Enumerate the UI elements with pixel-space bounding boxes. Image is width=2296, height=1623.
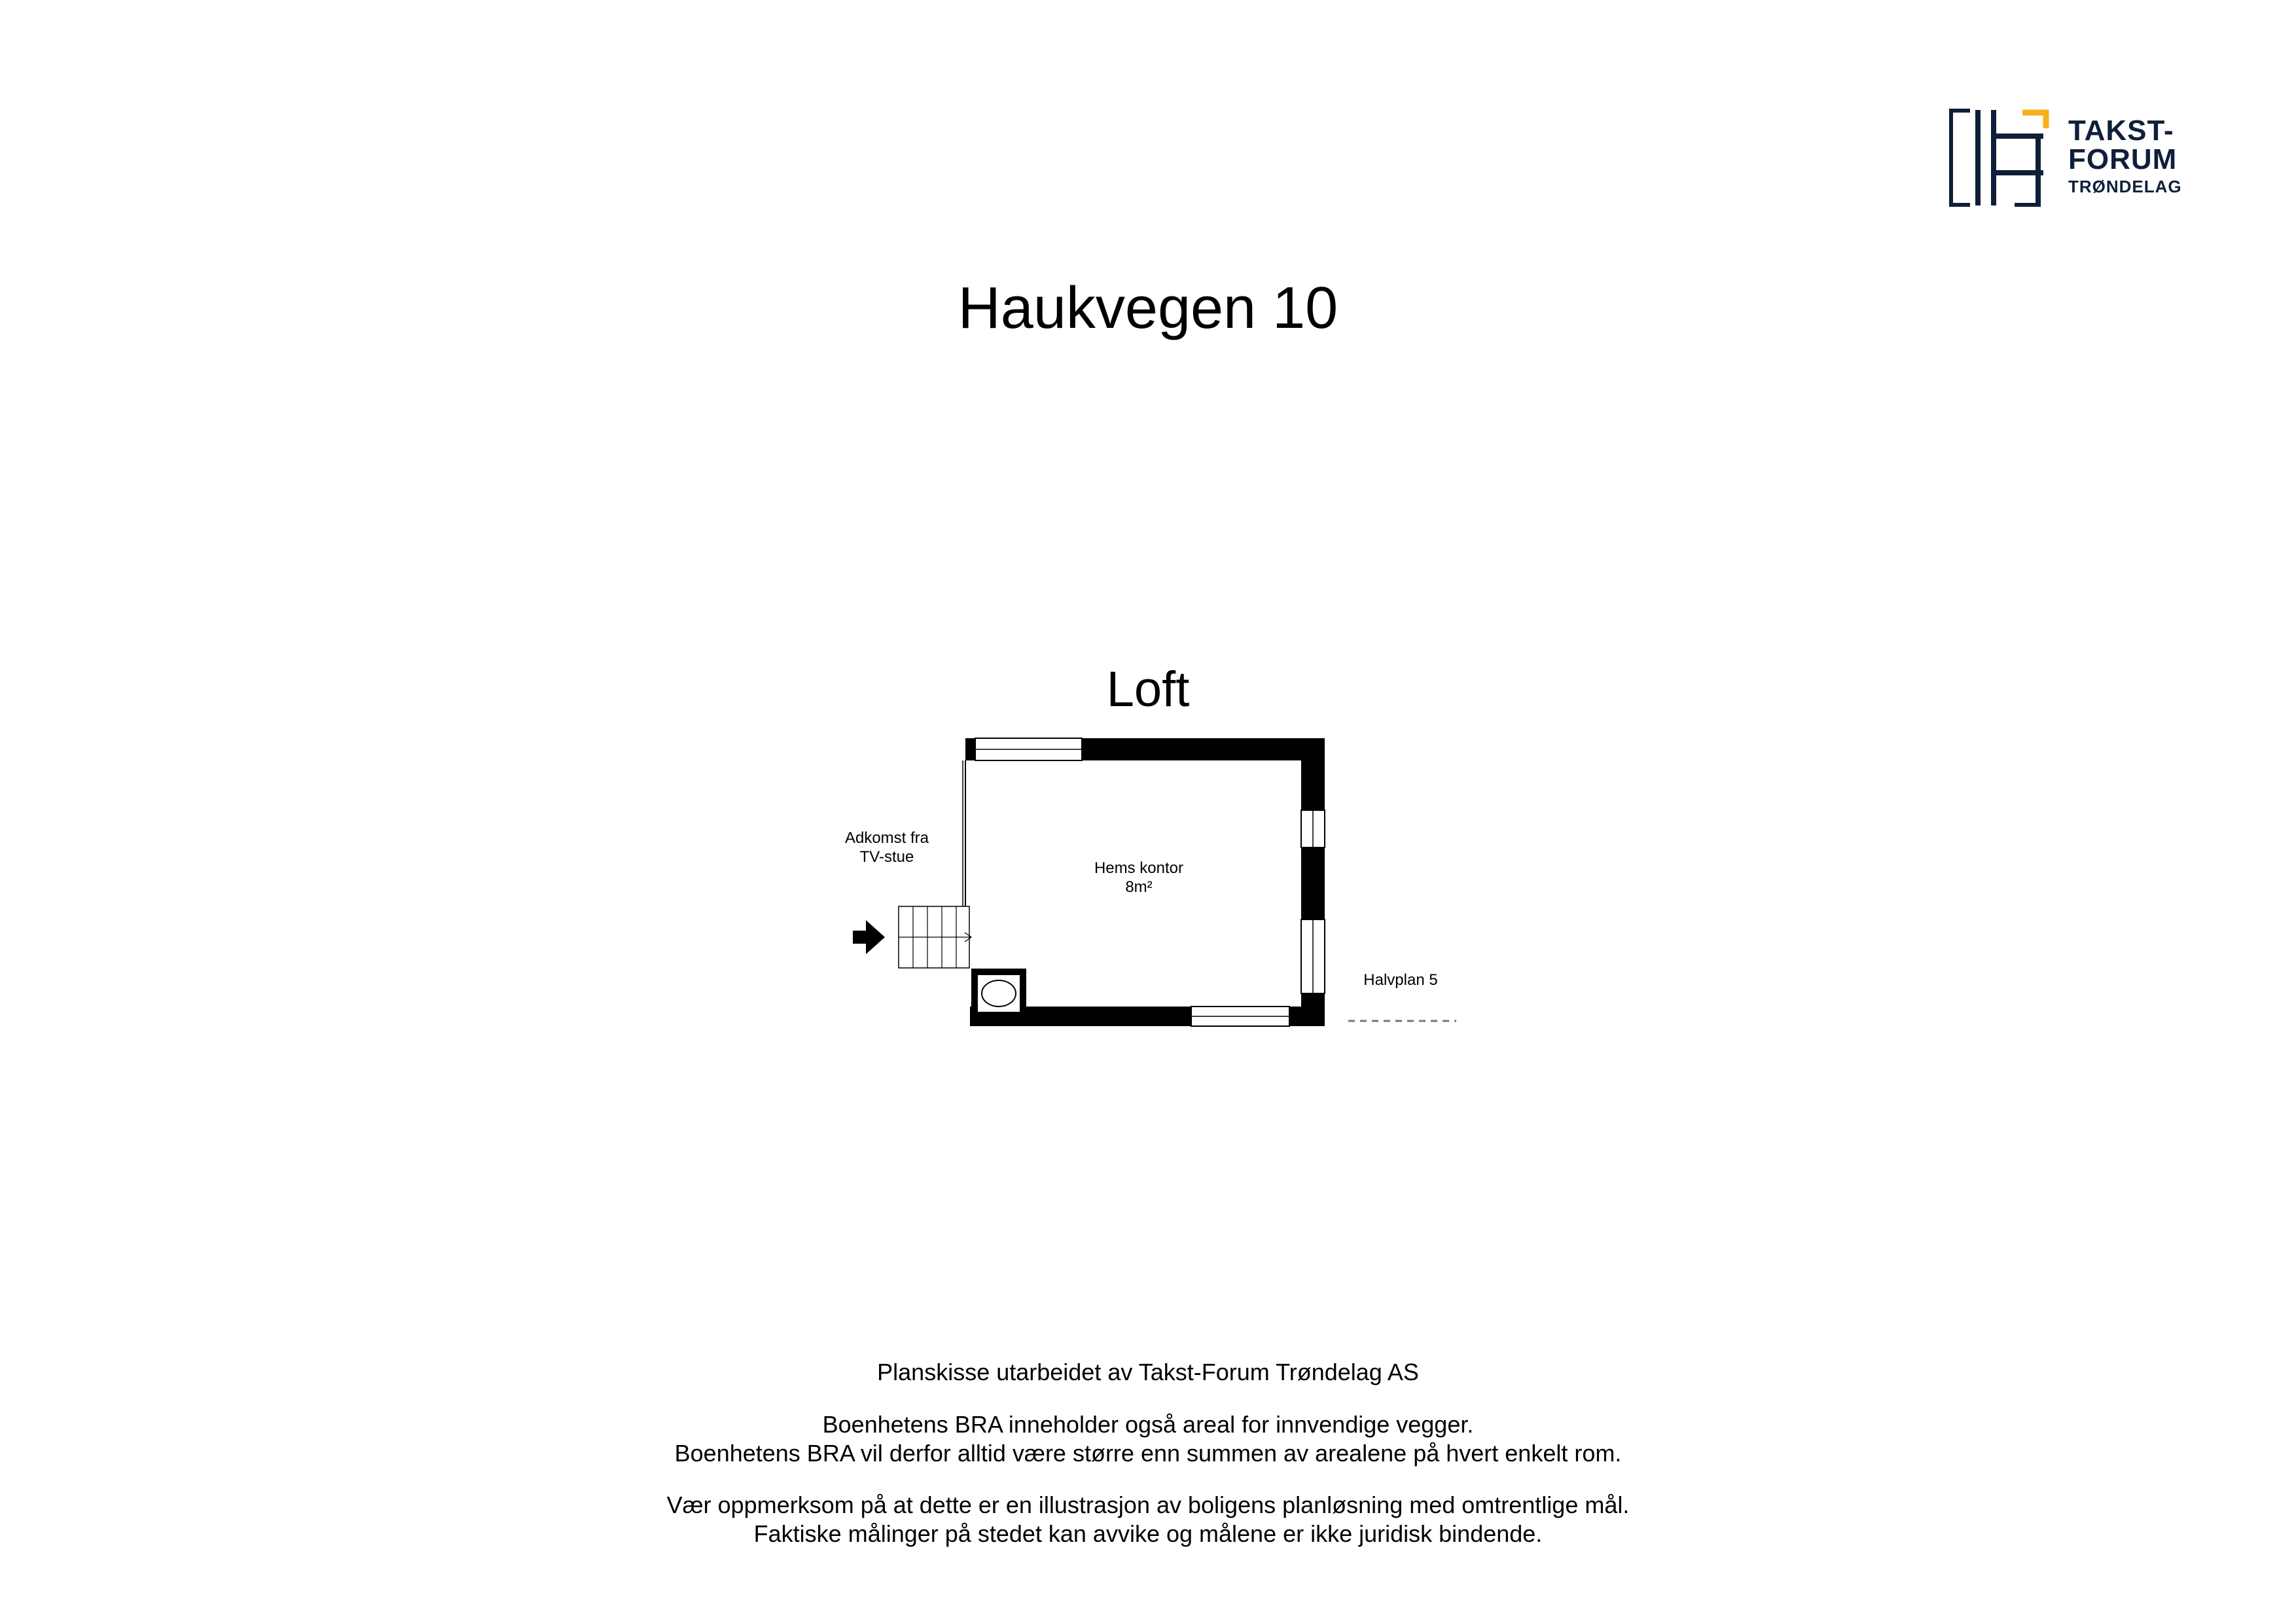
footer-bra-line2: Boenhetens BRA vil derfor alltid være større enn summen av arealene på hvert enkelt rom.	[674, 1440, 1622, 1467]
room-name: Hems kontor	[1094, 859, 1184, 877]
floor-title: Loft	[1106, 662, 1190, 717]
window-right-2	[1301, 919, 1325, 993]
entry-arrow-icon	[853, 920, 885, 954]
window-right-1	[1301, 810, 1325, 847]
stairs-icon	[899, 906, 971, 968]
access-label	[825, 829, 949, 867]
room-area: 8m²	[1125, 878, 1153, 896]
room-label-hems-kontor	[1034, 859, 1244, 897]
footer-note-line1: Vær oppmerksom på at dette er en illustrasjon av boligens planløsning med omtrentlige mål.	[666, 1491, 1630, 1518]
logo-line-trondelag: TRØNDELAG	[2068, 177, 2182, 196]
footer-credit: Planskisse utarbeidet av Takst-Forum Trøndelag AS	[877, 1359, 1419, 1385]
page-title: Haukvegen 10	[958, 276, 1338, 341]
logo-text	[2068, 116, 2199, 195]
railing	[963, 760, 965, 906]
chimney	[971, 969, 1026, 1026]
logo-line-takst: TAKST-	[2068, 115, 2174, 147]
window-bottom	[1191, 1007, 1289, 1026]
access-label-line2: TV-stue	[859, 847, 914, 866]
window-top	[975, 738, 1082, 760]
logo-mark-icon	[1949, 109, 2054, 207]
footer-note-line2: Faktiske målinger på stedet kan avvike og målene er ikke juridisk bindende.	[753, 1520, 1543, 1547]
logo-line-forum: FORUM	[2068, 143, 2178, 175]
footer-bra-line1: Boenhetens BRA inneholder også areal for innvendige vegger.	[822, 1411, 1474, 1438]
access-label-line1: Adkomst fra	[844, 829, 929, 847]
halfplan-label: Halvplan 5	[1363, 971, 1438, 989]
